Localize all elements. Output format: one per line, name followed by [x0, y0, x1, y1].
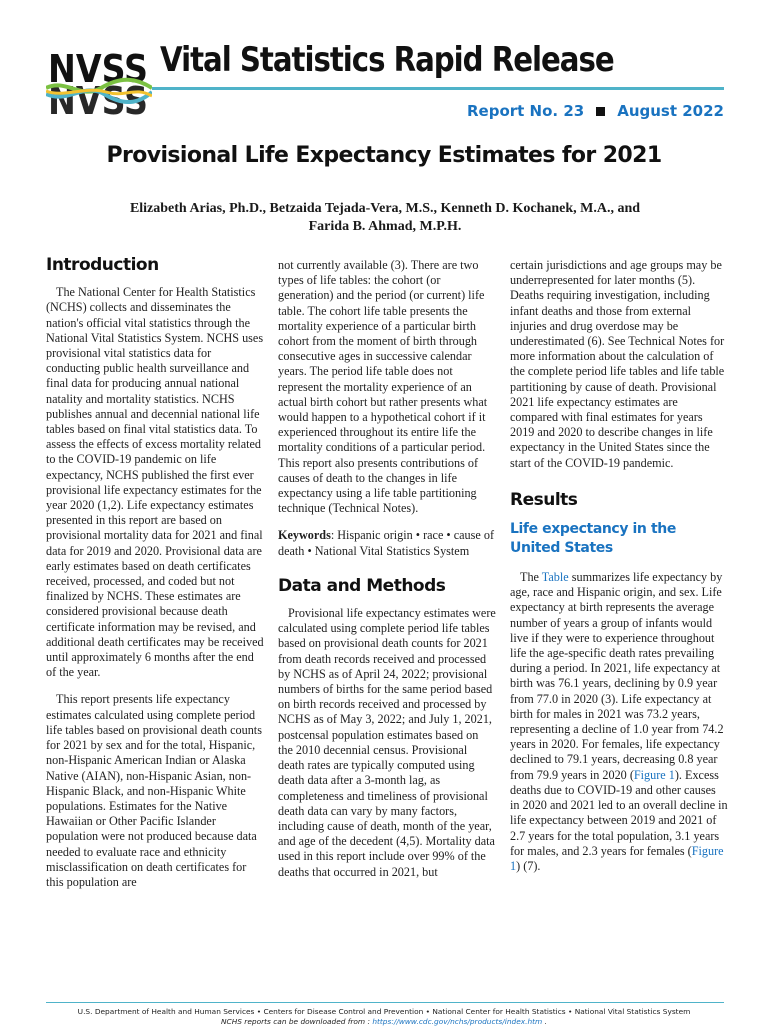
- results-paragraph: The Table summarizes life expectancy by age, race and Hispanic origin, and sex. Life expectancy at birth represents the average number of years a group of infants would live if they were to experience throughout life the age-specific death rates prevailing during a period. In 2021, life expectancy at birth was 76.1 years, declining by 0.9 year from 77.0 in 2020 (3). Life expectancy at birth for males in 2021 was 73.2 years, representing a decline of 1.0 year from 74.2 years in 2020. For females, life expectancy declined to 79.1 years, decreasing 0.8 year from 79.9 years in 2020 (Figure 1). Excess deaths due to COVID-19 and other causes in 2020 and 2021 led to an overall decline in life expectancy between 2019 and 2021 of 2.7 years for the total population, 3.1 years for males, and 2.3 years for females (Figure 1) (7).: [510, 570, 728, 873]
- column-3: [510, 258, 728, 886]
- introduction-heading: Introduction: [46, 255, 159, 275]
- footer-agencies: U.S. Department of Health and Human Services • Centers for Disease Control and Prevention • National Center for Health Statistics • National Vital Statistics System: [77, 1007, 691, 1016]
- report-number: Report No. 23: [467, 102, 585, 120]
- keywords: [278, 528, 496, 558]
- data-methods-paragraph-1: Provisional life expectancy estimates were calculated using complete period life tables based on provisional death counts for 2021 from death records received and processed by NCHS as of April 24, 2022; provisional numbers of births for the same period based on birth records received and processed by NCHS as of May 3, 2022; and July 1, 2021, postcensal population estimates based on the 2010 decennial census. Provisional death rates are typically computed using death data after a 3-month lag, as completeness and timeliness of provisional death data can vary by many factors, including cause of death, month of the year, and age of the decedent (4,5). Mortality data used in this report include over 99% of the deaths that occurred in 2021, but: [278, 606, 496, 879]
- report-info: [467, 102, 724, 120]
- footer-rule: [46, 1002, 724, 1003]
- series-title: Vital Statistics Rapid Release: [160, 40, 614, 80]
- introduction-paragraph-2: This report presents life expectancy estimates calculated using complete period life tables based on provisional death counts for 2021 by sex and for the total, Hispanic, non-Hispanic American Indian or Alaska Native (AIAN), non-Hispanic Asian, non-Hispanic Black, and non-Hispanic White populations. Estimates for the Native Hawaiian or Other Pacific Islander population were not produced because data needed to evaluate race and ethnicity misclassification on death certificates for this population are: [46, 692, 262, 889]
- square-bullet-icon: [596, 107, 605, 116]
- authors-line-1: Elizabeth Arias, Ph.D., Betzaida Tejada-Vera, M.S., Kenneth D. Kochanek, M.A., and: [129, 201, 641, 216]
- results-subheading: Life expectancy in the United States: [510, 521, 676, 557]
- data-methods-heading: Data and Methods: [278, 575, 446, 596]
- keywords-text: : Hispanic origin • race • cause of death • National Vital Statistics System: [278, 528, 494, 558]
- authors-line-2: Farida B. Ahmad, M.P.H.: [308, 219, 462, 234]
- figure-1-link-2[interactable]: Figure 1: [510, 843, 724, 873]
- column-1: [46, 255, 264, 902]
- data-methods-paragraph-2: certain jurisdictions and age groups may be underrepresented for later months (5). Deaths requiring investigation, including infant deaths and those from external injuries and drug overdose may be underestimated (6). See Technical Notes for more information about the calculation of the complete period life tables and life table partitioning by cause of death. Provisional 2021 life expectancy estimates are compared with final estimates for years 2019 and 2020 to describe changes in life expectancy in the United States since the start of the COVID-19 pandemic.: [510, 258, 725, 470]
- svg-text:NVSS: NVSS: [48, 47, 148, 91]
- introduction-paragraph-3: not currently available (3). There are two types of life tables: the cohort (or generation) and the period (or current) life table. The cohort life table presents the mortality experience of a particular birth cohort from the moment of birth through consecutive ages in successive calendar years. The period life table does not represent the mortality experience of an actual birth cohort but rather presents what would happen to a hypothetical cohort if it experienced throughout its entire life the mortality conditions of a particular period. This report also presents contributions of causes of death to the changes in life expectancy using a life table partitioning technique (Technical Notes).: [278, 258, 488, 516]
- authors: [90, 200, 680, 236]
- footer-download: NCHS reports can be downloaded from : https://www.cdc.gov/nchs/products/index.htm .: [221, 1017, 547, 1026]
- document-title: Provisional Life Expectancy Estimates for 2021: [106, 143, 662, 168]
- svg-text:NVSS: NVSS: [48, 79, 148, 116]
- keywords-label: Keywords: [278, 528, 331, 543]
- column-2: [278, 258, 496, 892]
- nvss-logo: [46, 42, 152, 116]
- download-link[interactable]: https://www.cdc.gov/nchs/products/index.htm: [372, 1017, 543, 1026]
- report-date: August 2022: [617, 102, 724, 120]
- results-heading: Results: [510, 489, 578, 510]
- table-link[interactable]: Table: [541, 570, 569, 585]
- header-rule: [152, 87, 724, 90]
- figure-1-link[interactable]: Figure 1: [633, 767, 675, 782]
- introduction-paragraph-1: The National Center for Health Statistics (NCHS) collects and disseminates the nation's official vital statistics through the National Vital Statistics System. NCHS uses provisional vital statistics data for conducting public health surveillance and final data for producing annual national natality and mortality statistics. NCHS publishes annual and decennial national life tables based on final vital statistics data. To assess the effects of excess mortality related to the COVID-19 pandemic on life expectancy, NCHS published the first ever provisional life expectancy estimates for the year 2020 (1,2). Life expectancy estimates presented in this report are based on provisional mortality data for 2021 and final data for 2019 and 2020. Provisional data are early estimates based on death certificates received, processed, and coded but not finalized by NCHS. These estimates are considered provisional because death certificate information may be revised, and additional death certificates may be received until approximately 6 months after the end of the year.: [46, 285, 264, 680]
